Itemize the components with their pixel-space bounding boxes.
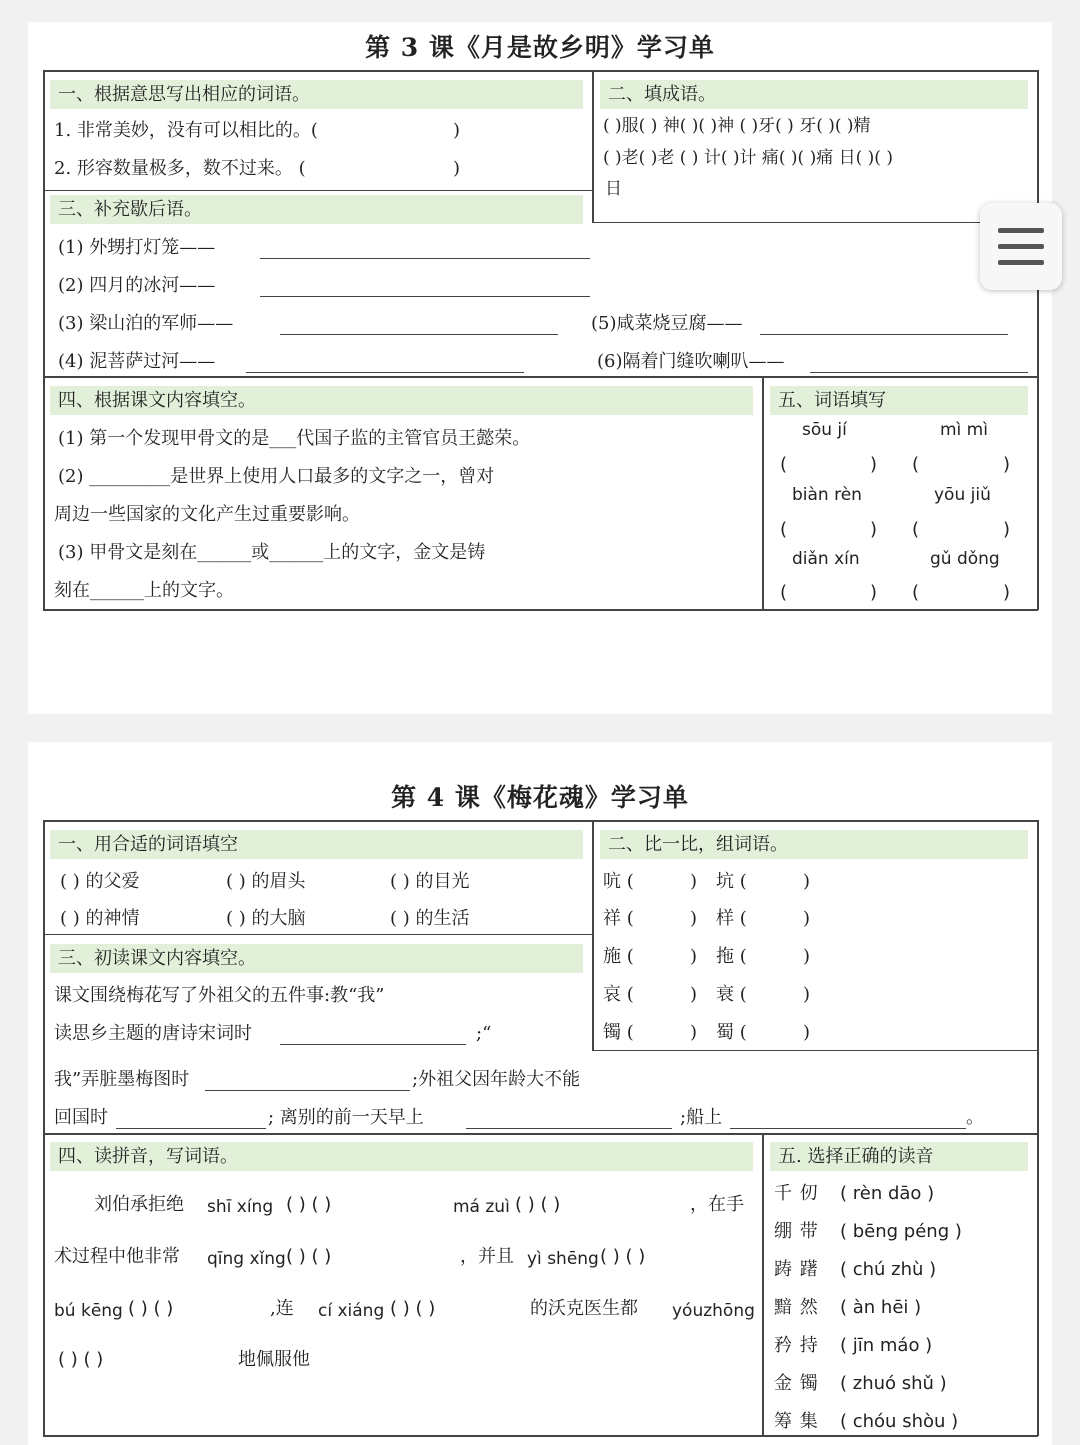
phrase-blank: ( ) 的大脑: [226, 908, 306, 929]
fill-line-3: 周边一些国家的文化产生过重要影响。: [54, 504, 360, 525]
pinyin: yì shēng: [527, 1249, 599, 1269]
paren-close: ): [690, 946, 698, 967]
table-border: [762, 376, 764, 610]
table-border: [592, 1050, 1038, 1051]
question-2: 2. 形容数量极多，数不过来。 (: [54, 158, 306, 179]
pinyin-sentence: ，在手: [690, 1194, 744, 1215]
table-border: [43, 820, 1038, 822]
table-border: [1037, 820, 1039, 1436]
paren-close: ): [453, 158, 461, 179]
pinyin: diǎn xín: [792, 549, 860, 569]
table-border: [43, 934, 593, 935]
table-border: [43, 1133, 1038, 1135]
phrase-blank: ( ) 的生活: [390, 908, 470, 929]
paren-open: (: [780, 454, 788, 475]
xiehouyu-3: (3) 梁山泊的军师——: [58, 313, 234, 334]
paren-close: ): [690, 1022, 698, 1043]
paren-close: ): [453, 120, 461, 141]
fill-line-5: 刻在______上的文字。: [54, 580, 234, 601]
paren-close: ): [690, 908, 698, 929]
table-border: [592, 222, 982, 223]
idiom-row-2: ( )老( )老 ( ) 计( )计 痛( )( )痛 日( )( ): [603, 148, 893, 168]
question-1: 1. 非常美妙，没有可以相比的。(: [54, 120, 318, 141]
paren-open: (: [780, 582, 788, 603]
answer-blank: ( ) ( ): [286, 1246, 332, 1267]
pinyin: biàn rèn: [792, 485, 862, 505]
paren-close: ): [803, 1022, 811, 1043]
fill-line-4c: ;船上: [680, 1107, 723, 1128]
word: 千 仞: [774, 1183, 819, 1204]
punct: ;“: [476, 1023, 492, 1044]
table-border: [592, 70, 594, 223]
pinyin: yóuzhōng: [672, 1301, 755, 1321]
char-compare: 蜀 (: [716, 1022, 747, 1043]
pinyin: qīng xǐng: [207, 1249, 286, 1269]
hamburger-menu-icon[interactable]: [980, 203, 1062, 290]
idiom-row-1: ( )服( ) 神( )( )神 ( )牙( ) 牙( )( )精: [603, 116, 871, 136]
pinyin-sentence: ，并且: [460, 1246, 514, 1267]
answer-line: [280, 1044, 466, 1045]
fill-line-1: 课文围绕梅花写了外祖父的五件事:教“我”: [54, 985, 385, 1006]
section-header: 二、填成语。: [600, 80, 1028, 109]
idiom-row-3: 日: [605, 179, 622, 199]
answer-line: [760, 334, 1008, 335]
pinyin-choice: ( chóu shòu ): [840, 1411, 959, 1432]
fill-line-3b: ;外祖父因年龄大不能: [412, 1069, 581, 1090]
paren-close: ): [690, 871, 698, 892]
table-border: [43, 190, 593, 191]
pinyin: yōu jiǔ: [934, 485, 991, 505]
pinyin-sentence: 术过程中他非常: [54, 1246, 180, 1267]
pinyin-sentence: ,连: [270, 1298, 294, 1319]
char-compare: 镯 (: [603, 1022, 634, 1043]
answer-blank: ( ) ( ): [286, 1194, 332, 1215]
pinyin: sōu jí: [802, 420, 847, 440]
worksheet-title: 第 4 课《梅花魂》学习单: [391, 783, 689, 812]
phrase-blank: ( ) 的父爱: [60, 871, 140, 892]
pinyin-choice: ( bēng péng ): [840, 1221, 962, 1242]
phrase-blank: ( ) 的目光: [390, 871, 470, 892]
pinyin: cí xiáng: [318, 1301, 385, 1321]
paren-close: ): [803, 984, 811, 1005]
section-header: 四、读拼音，写词语。: [50, 1142, 753, 1171]
fill-line-3: 我”弄脏墨梅图时: [54, 1069, 190, 1090]
word: 金 镯: [774, 1373, 819, 1394]
char-compare: 祥 (: [603, 908, 634, 929]
pinyin: shī xíng: [207, 1197, 274, 1217]
pinyin-choice: ( chú zhù ): [840, 1259, 937, 1280]
table-border: [43, 70, 1038, 72]
fill-line-4: (3) 甲骨文是刻在______或______上的文字，金文是铸: [58, 542, 486, 563]
char-compare: 拖 (: [716, 946, 747, 967]
char-compare: 坑 (: [716, 871, 747, 892]
word: 筹 集: [774, 1411, 819, 1432]
answer-line: [730, 1128, 966, 1129]
word: 黯 然: [774, 1297, 819, 1318]
worksheet-title: 第 3 课《月是故乡明》学习单: [365, 33, 715, 62]
punct: 。: [966, 1107, 984, 1128]
paren-close: ): [803, 946, 811, 967]
pinyin-sentence: 地佩服他: [238, 1349, 310, 1370]
answer-blank: ( ) ( ): [515, 1194, 561, 1215]
section-header: 二、比一比，组词语。: [600, 830, 1028, 859]
paren-close: ): [1003, 454, 1011, 475]
answer-line: [466, 1128, 672, 1129]
section-header: 五、词语填写: [770, 386, 1028, 415]
answer-line: [260, 296, 590, 297]
answer-line: [260, 258, 590, 259]
fill-line-2: (2) _________是世界上使用人口最多的文字之一，曾对: [58, 466, 495, 487]
word: 矜 持: [774, 1335, 819, 1356]
section-header: 三、补充歇后语。: [50, 195, 583, 224]
paren-open: (: [912, 454, 920, 475]
section-header: 一、根据意思写出相应的词语。: [50, 80, 583, 109]
paren-close: ): [870, 519, 878, 540]
answer-blank: ( ) ( ): [128, 1298, 174, 1319]
phrase-blank: ( ) 的神情: [60, 908, 140, 929]
table-border: [592, 820, 594, 1050]
answer-blank: ( ) ( ): [600, 1246, 646, 1267]
pinyin: mì mì: [940, 420, 988, 440]
paren-close: ): [1003, 519, 1011, 540]
paren-close: ): [1003, 582, 1011, 603]
table-border: [43, 609, 1038, 611]
fill-line-1: (1) 第一个发现甲骨文的是___代国子监的主管官员王懿荣。: [58, 428, 531, 449]
table-border: [43, 70, 45, 610]
char-compare: 衰 (: [716, 984, 747, 1005]
answer-line: [205, 1090, 410, 1091]
pinyin-sentence: 刘伯承拒绝: [94, 1194, 184, 1215]
paren-close: ): [870, 582, 878, 603]
table-border: [43, 376, 1038, 378]
word: 绷 带: [774, 1221, 819, 1242]
paren-open: (: [912, 519, 920, 540]
table-border: [1037, 70, 1039, 610]
char-compare: 施 (: [603, 946, 634, 967]
table-border: [43, 1435, 1038, 1437]
paren-close: ): [690, 984, 698, 1005]
fill-line-4b: ; 离别的前一天早上: [268, 1107, 424, 1128]
section-header: 四、根据课文内容填空。: [50, 386, 753, 415]
paren-open: (: [912, 582, 920, 603]
table-border: [43, 820, 45, 1436]
paren-close: ): [803, 908, 811, 929]
table-border: [762, 1133, 764, 1436]
answer-line: [810, 372, 1028, 373]
char-compare: 样 (: [716, 908, 747, 929]
pinyin: gǔ dǒng: [930, 549, 1000, 569]
word: 踌 躇: [774, 1259, 819, 1280]
answer-blank: ( ) ( ): [390, 1298, 436, 1319]
pinyin: bú kēng: [54, 1301, 123, 1321]
fill-line-2: 读思乡主题的唐诗宋词时: [54, 1023, 252, 1044]
xiehouyu-4: (4) 泥菩萨过河——: [58, 351, 216, 372]
section-header: 一、用合适的词语填空: [50, 830, 583, 859]
answer-line: [280, 334, 558, 335]
pinyin-sentence: 的沃克医生都: [530, 1298, 638, 1319]
char-compare: 哀 (: [603, 984, 634, 1005]
answer-blank: ( ) ( ): [58, 1349, 104, 1370]
pinyin-choice: ( àn hēi ): [840, 1297, 922, 1318]
xiehouyu-1: (1) 外甥打灯笼——: [58, 237, 216, 258]
answer-line: [116, 1128, 266, 1129]
paren-close: ): [870, 454, 878, 475]
xiehouyu-5: (5)咸菜烧豆腐——: [591, 313, 743, 334]
pinyin: má zuì: [453, 1197, 510, 1217]
paren-open: (: [780, 519, 788, 540]
pinyin-choice: ( jīn máo ): [840, 1335, 933, 1356]
section-header: 三、初读课文内容填空。: [50, 944, 583, 973]
xiehouyu-2: (2) 四月的冰河——: [58, 275, 216, 296]
phrase-blank: ( ) 的眉头: [226, 871, 306, 892]
paren-close: ): [803, 871, 811, 892]
fill-line-4: 回国时: [54, 1107, 108, 1128]
answer-line: [246, 372, 524, 373]
pinyin-choice: ( zhuó shǔ ): [840, 1373, 947, 1394]
section-header: 五. 选择正确的读音: [770, 1142, 1028, 1171]
xiehouyu-6: (6)隔着门缝吹喇叭——: [597, 351, 785, 372]
pinyin-choice: ( rèn dāo ): [840, 1183, 935, 1204]
char-compare: 吭 (: [603, 871, 634, 892]
